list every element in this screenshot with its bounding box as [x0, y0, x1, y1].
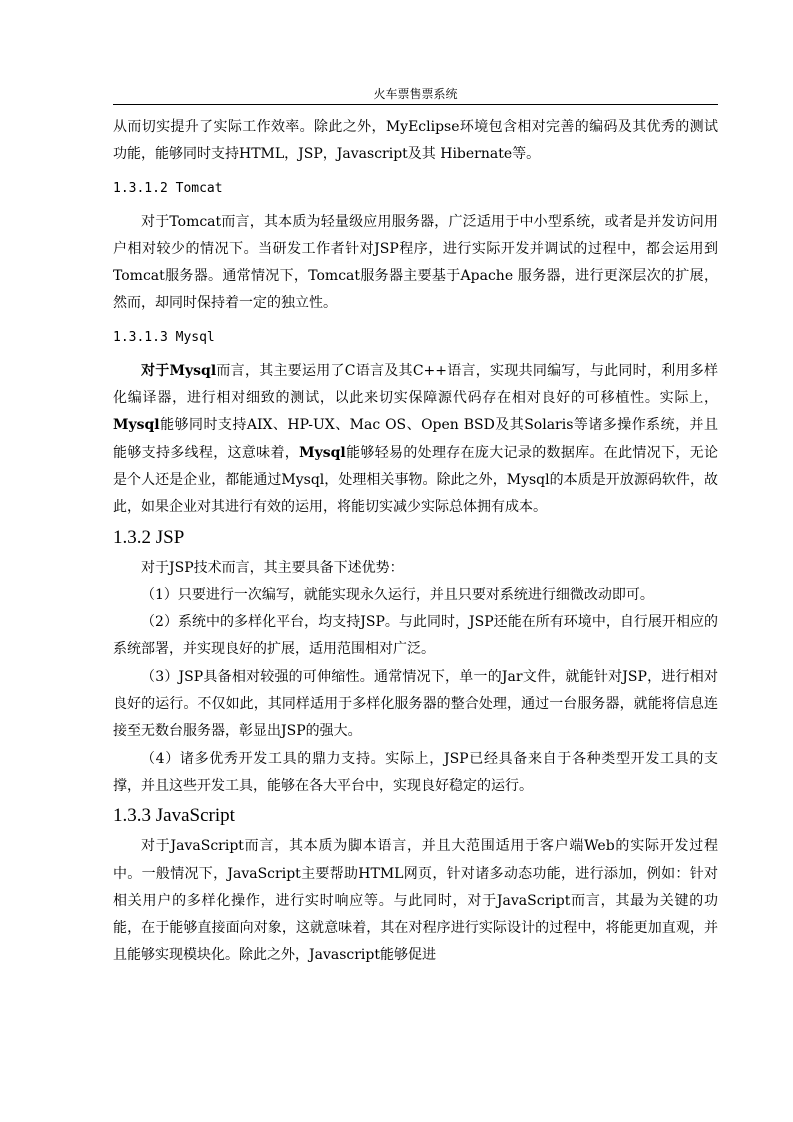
mysql-lead: 对于Mysql — [141, 362, 217, 379]
mysql-text-c: 能够同时支持AIX、HP-UX、Mac OS、Open BSD及其Solaris等诸多操作系统，并且能够支持多线程，这意味着， — [113, 417, 718, 461]
heading-jsp: 1.3.2 JSP — [113, 526, 185, 548]
jsp-list-item: （4）诸多优秀开发工具的鼎力支持。实际上，JSP已经具备来自于各种类型开发工具的支撑，并且这些开发工具，能够在各大平台中，实现良好稳定的运行。 — [113, 750, 718, 794]
mysql-text-e: 能够轻易的处理存在庞大记录的数据库。在此情况下，无论是个人还是企业，都能通过Mysql，处理相关事物。除此之外，Mysql的本质是开放源码软件，故此，如果企业对其进行有效的运用，将能切实减少实际总体拥有成本。 — [113, 444, 718, 516]
mysql-text-a: 而言，其主要运用了C语言及其C++语言，实现共同编写，与此同时，利用多样化编译器，进行相对细致的测试，以此来切实保障源代码存在相对良好的可移植性。实际上， — [113, 362, 718, 407]
mysql-term-b: Mysql — [113, 417, 160, 434]
jsp-intro-paragraph: 对于JSP技术而言，其主要具备下述优势： — [141, 559, 404, 576]
tomcat-paragraph: 对于Tomcat而言，其本质为轻量级应用服务器，广泛适用于中小型系统，或者是并发访问用户相对较少的情况下。当研发工作者针对JSP程序，进行实际开发并调试的过程中，都会运用到Tomcat服务器。通常情况下，Tomcat服务器主要基于Apache 服务器，进行更深层次的扩展，然而，却同时保持着一定的独立性。 — [113, 213, 718, 312]
jsp-list-item: （3）JSP具备相对较强的可伸缩性。通常情况下，单一的Jar文件，就能针对JSP，进行相对良好的运行。不仅如此，其同样适用于多样化服务器的整合处理，通过一台服务器，就能将信息连接至无数台服务器，彰显出JSP的强大。 — [113, 668, 718, 740]
header-divider — [113, 104, 718, 105]
heading-mysql: 1.3.1.3 Mysql — [113, 329, 215, 345]
heading-tomcat: 1.3.1.2 Tomcat — [113, 180, 223, 196]
jsp-list-item: （1）只要进行一次编写，就能实现永久运行，并且只要对系统进行细微改动即可。 — [141, 586, 654, 603]
mysql-paragraph — [113, 358, 718, 522]
javascript-paragraph: 对于JavaScript而言，其本质为脚本语言，并且大范围适用于客户端Web的实际开发过程中。一般情况下，JavaScript主要帮助HTML网页，针对诸多动态功能，进行添加，例如：针对相关用户的多样化操作，进行实时响应等。与此同时，对于JavaScript而言，其最为关键的功能，在于能够直接面向对象，这就意味着，其在对程序进行实际设计的过程中，将能更加直观，并且能够实现模块化。除此之外，Javascript能够促进 — [113, 838, 718, 964]
intro-paragraph: 从而切实提升了实际工作效率。除此之外，MyEclipse环境包含相对完善的编码及其优秀的测试功能，能够同时支持HTML，JSP，Javascript及其 Hibernate等。 — [113, 119, 718, 163]
document-body — [113, 114, 718, 970]
jsp-list-item: （2）系统中的多样化平台，均支持JSP。与此同时，JSP还能在所有环境中，自行展开相应的系统部署，并实现良好的扩展，适用范围相对广泛。 — [113, 614, 718, 658]
heading-javascript: 1.3.3 JavaScript — [113, 805, 235, 827]
mysql-term-d: Mysql — [299, 444, 346, 461]
page-header-title: 火车票售票系统 — [373, 87, 458, 101]
